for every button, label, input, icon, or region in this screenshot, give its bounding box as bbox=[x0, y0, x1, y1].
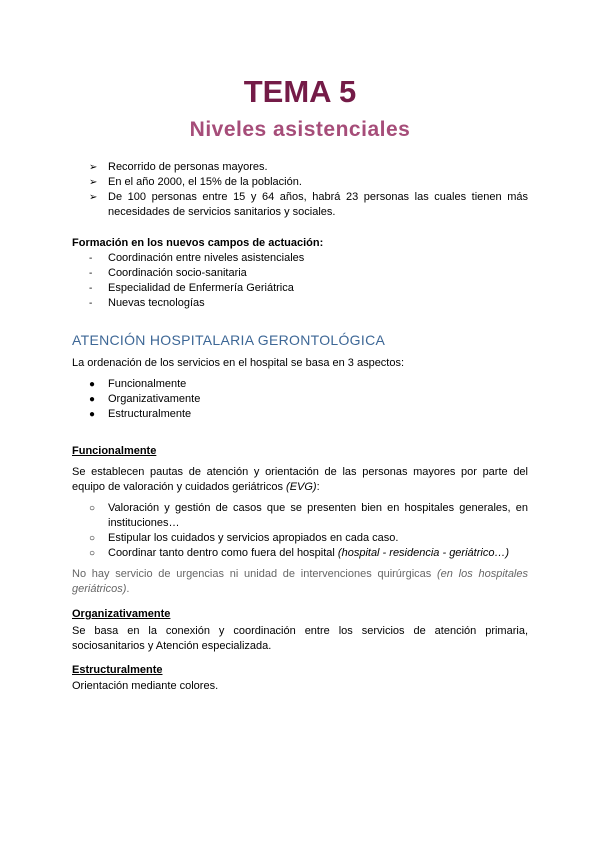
list-item: ➢ En el año 2000, el 15% de la población. bbox=[89, 176, 302, 188]
arrow-bullet-icon: ➢ bbox=[89, 177, 98, 188]
organizativamente-text: Se basa en la conexión y coordinación entre los servicios de atención primaria, sociosanitarios y Atención especializada. bbox=[72, 625, 528, 652]
funcionalmente-heading: Funcionalmente bbox=[72, 445, 157, 457]
circle-bullet-icon: ○ bbox=[89, 503, 96, 514]
dash-bullet-icon: - bbox=[89, 253, 93, 264]
organizativamente-heading: Organizativamente bbox=[72, 608, 171, 620]
section-heading: ATENCIÓN HOSPITALARIA GERONTOLÓGICA bbox=[72, 332, 386, 348]
list-item: ● Funcionalmente bbox=[89, 378, 187, 390]
arrow-bullet-icon: ➢ bbox=[89, 162, 98, 173]
page-title: TEMA 5 bbox=[243, 74, 357, 109]
funcionalmente-text: Se establecen pautas de atención y orientación de las personas mayores por parte del equipo de valoración y cuidados geriátricos (EVG): bbox=[72, 466, 528, 493]
formacion-heading: Formación en los nuevos campos de actuación: bbox=[72, 237, 324, 249]
formacion-list bbox=[72, 251, 528, 311]
list-item: ● Estructuralmente bbox=[89, 408, 192, 420]
circle-bullet-icon: ○ bbox=[89, 548, 96, 559]
estructuralmente-heading: Estructuralmente bbox=[72, 664, 163, 676]
list-item: ○ Estipular los cuidados y servicios apropiados en cada caso. bbox=[89, 532, 399, 544]
ordenacion-list bbox=[72, 377, 528, 422]
dash-bullet-icon: - bbox=[89, 283, 93, 294]
circle-bullet-icon: ○ bbox=[89, 533, 96, 544]
ordenacion-text: La ordenación de los servicios en el hospital se basa en 3 aspectos: bbox=[72, 357, 405, 369]
funcionalmente-list bbox=[72, 501, 528, 561]
dash-bullet-icon: - bbox=[89, 298, 93, 309]
dot-bullet-icon: ● bbox=[89, 379, 96, 390]
dot-bullet-icon: ● bbox=[89, 409, 96, 420]
page-subtitle: Niveles asistenciales bbox=[189, 118, 411, 141]
list-item: - Coordinación entre niveles asistenciales bbox=[89, 252, 305, 264]
list-item: - Nuevas tecnologías bbox=[89, 297, 205, 309]
list-item: - Coordinación socio-sanitaria bbox=[89, 267, 247, 279]
estructuralmente-text: Orientación mediante colores. bbox=[72, 680, 219, 692]
list-item: ➢ De 100 personas entre 15 y 64 años, habrá 23 personas las cuales tienen más necesidades de servicios sanitarios y sociales. bbox=[89, 191, 528, 218]
list-item: ● Organizativamente bbox=[89, 393, 201, 405]
dash-bullet-icon: - bbox=[89, 268, 93, 279]
dot-bullet-icon: ● bbox=[89, 394, 96, 405]
list-item: ○ Valoración y gestión de casos que se presenten bien en hospitales generales, en instituciones… bbox=[89, 502, 528, 529]
arrow-bullet-icon: ➢ bbox=[89, 192, 98, 203]
list-item: ○ Coordinar tanto dentro como fuera del hospital (hospital - residencia - geriátrico…) bbox=[89, 547, 510, 559]
funcionalmente-note: No hay servicio de urgencias ni unidad de intervenciones quirúrgicas (en los hospitales geriátricos). bbox=[72, 568, 528, 595]
list-item: ➢ Recorrido de personas mayores. bbox=[89, 161, 268, 173]
list-item: - Especialidad de Enfermería Geriátrica bbox=[89, 282, 294, 294]
intro-bullet-list bbox=[72, 160, 528, 220]
